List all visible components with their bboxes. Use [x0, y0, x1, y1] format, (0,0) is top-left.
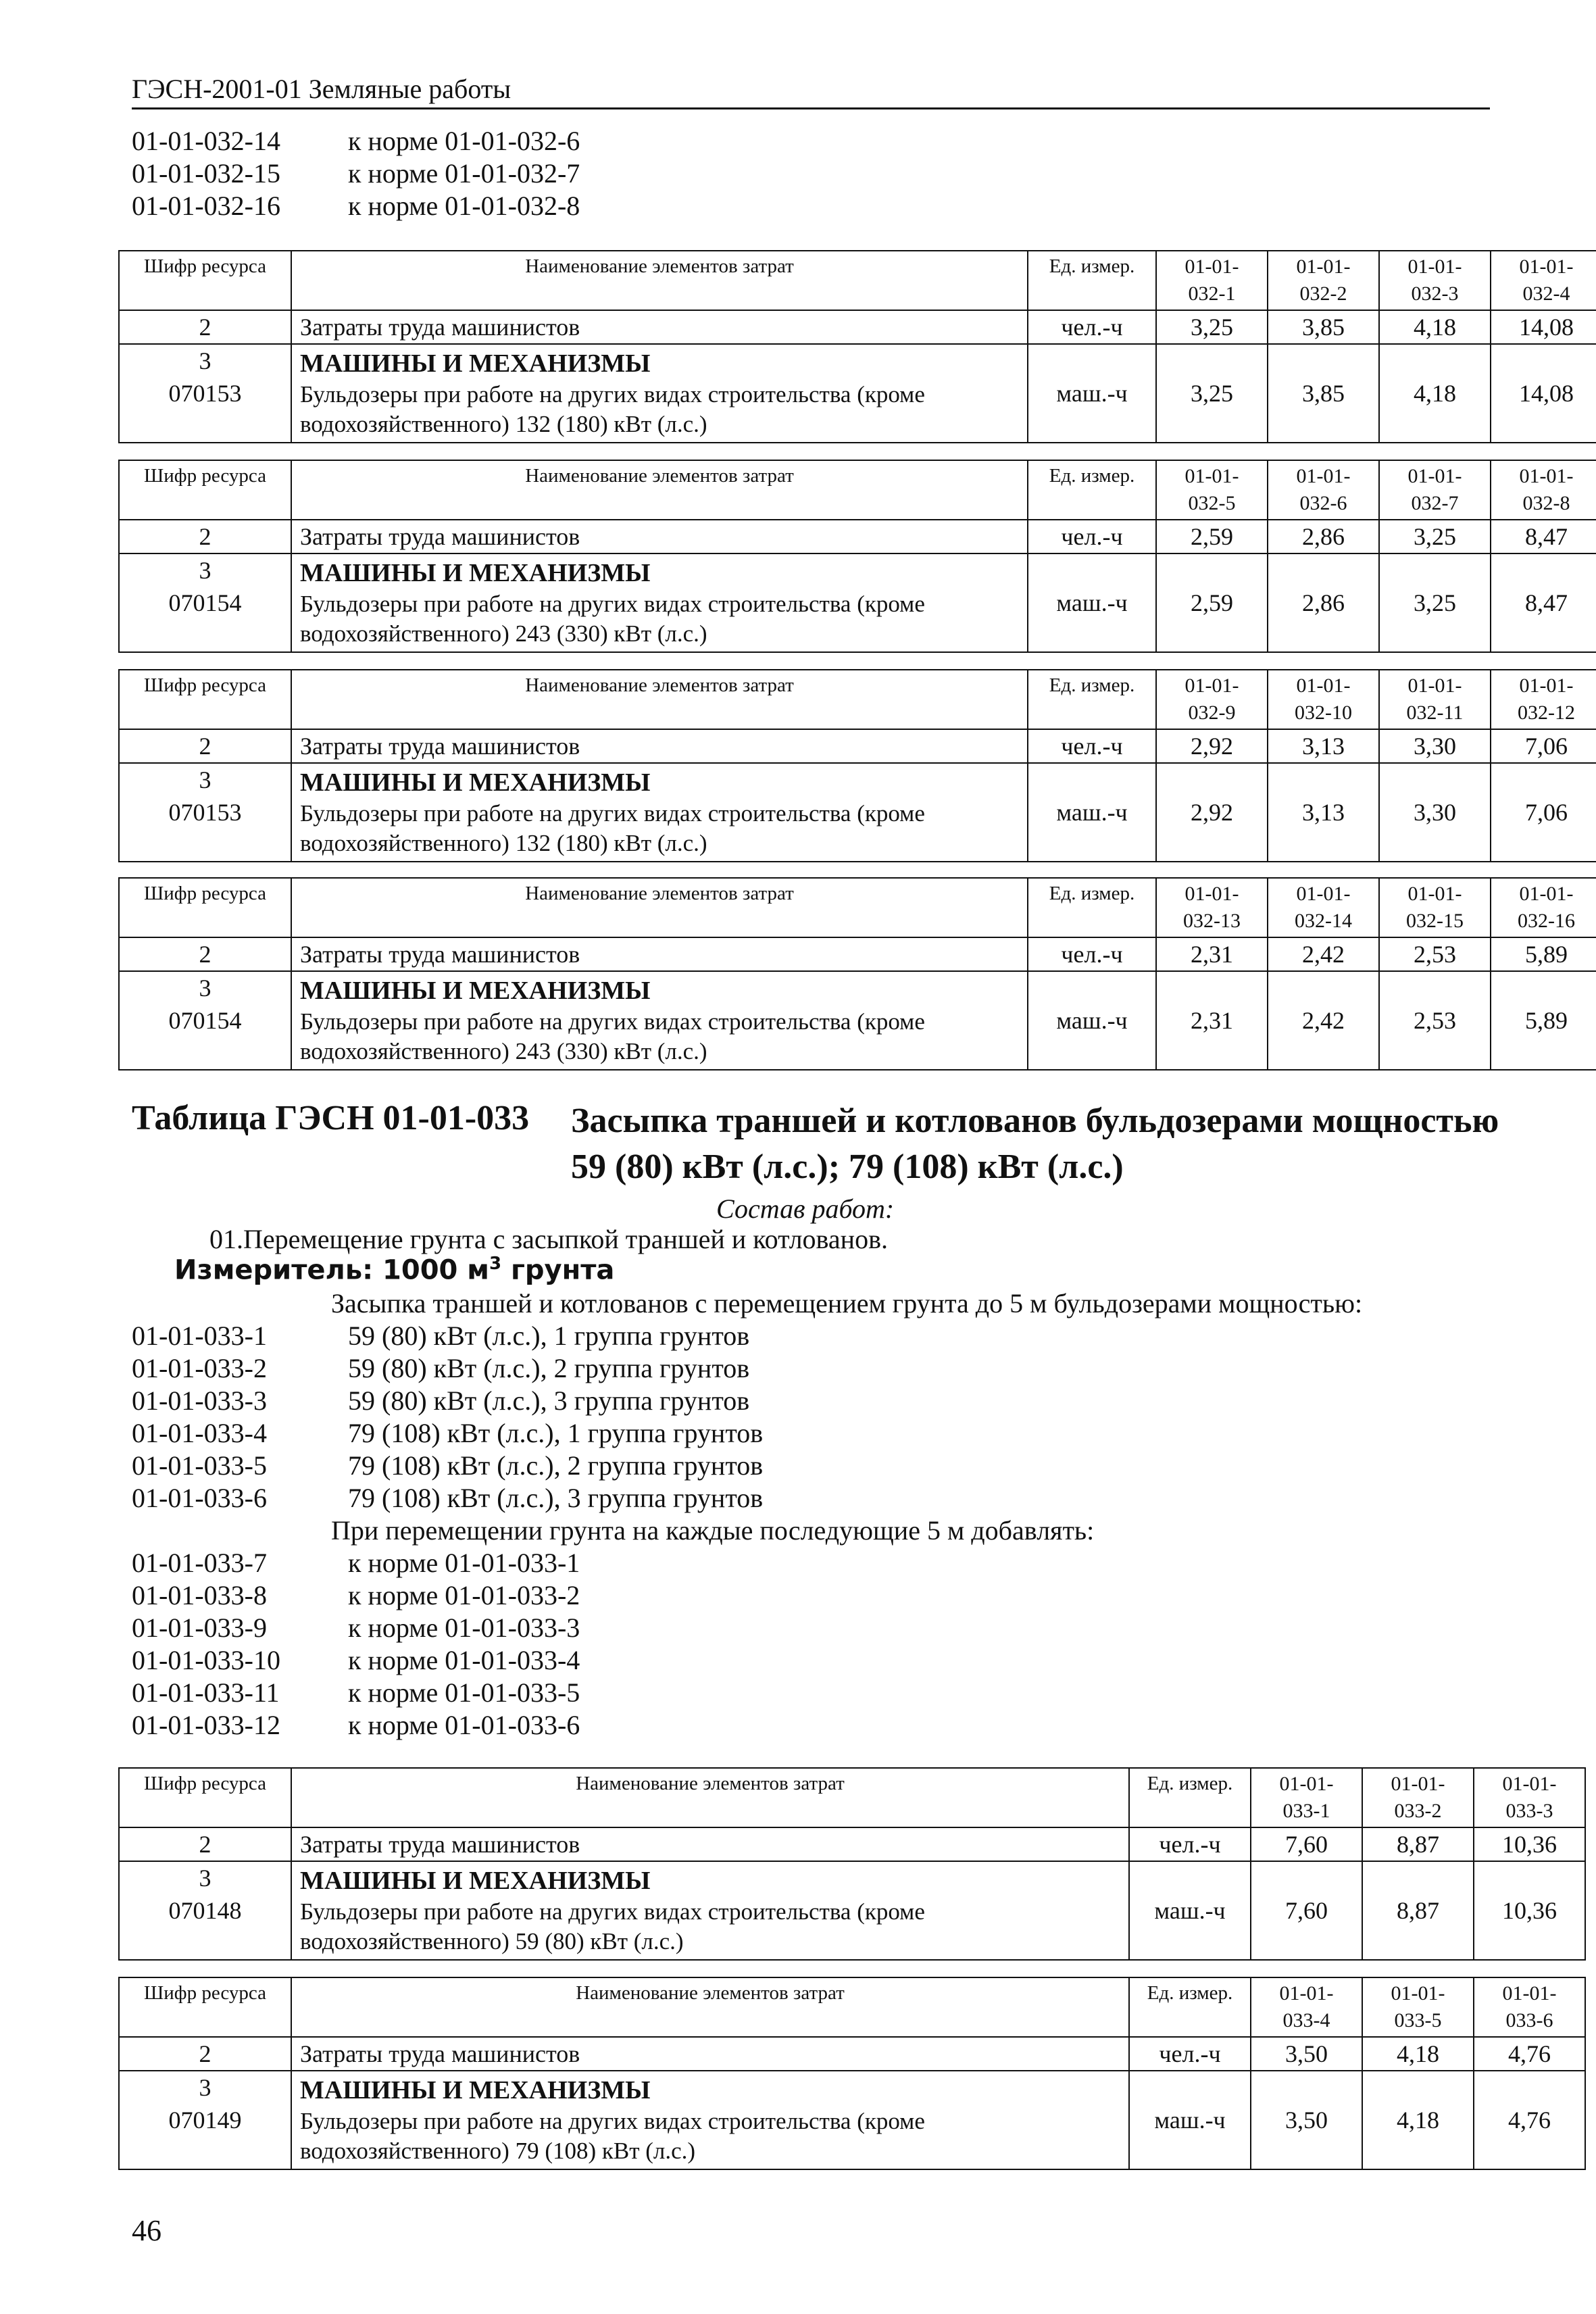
- machine-name: Бульдозеры при работе на других видах строительства (кроме водохозяйственного) 59 (80) кВт (л.с.): [300, 1898, 925, 1954]
- section-title: МАШИНЫ И МЕХАНИЗМЫ: [300, 349, 651, 378]
- cell-unit: маш.-ч: [1028, 344, 1156, 443]
- header-norm-code: 01-01- 032-4: [1491, 251, 1596, 310]
- section-code: 3: [199, 347, 211, 374]
- cell-value: 3,25: [1156, 344, 1268, 443]
- spacer: [128, 410, 282, 442]
- cell-value: 3,25: [1156, 310, 1268, 344]
- table-row: [119, 310, 1596, 344]
- cell-code: 2: [119, 520, 291, 553]
- header-norm-code: 01-01- 033-3: [1474, 1768, 1585, 1827]
- header-norm-code: 01-01- 032-7: [1379, 460, 1491, 520]
- measure-tail: грунта: [501, 1254, 615, 1286]
- norm-code: 01-01-033-8: [132, 1580, 267, 1610]
- cell-name: [291, 1861, 1129, 1960]
- cell-name: Затраты труда машинистов: [291, 937, 1028, 971]
- cell-value: 2,53: [1379, 971, 1491, 1070]
- cell-name: Затраты труда машинистов: [291, 520, 1028, 553]
- machine-code: 070149: [168, 2107, 242, 2134]
- cell-code: [119, 971, 291, 1070]
- norm-code: 01-01-033-10: [132, 1645, 280, 1675]
- header-unit: Ед. измер.: [1028, 460, 1156, 520]
- table-header-row: [119, 1977, 1585, 2037]
- cell-value: 2,42: [1268, 971, 1379, 1070]
- cell-value: 8,87: [1362, 1861, 1474, 1960]
- norm-text: 59 (80) кВт (л.с.), 2 группа грунтов: [348, 1353, 750, 1383]
- section-title: МАШИНЫ И МЕХАНИЗМЫ: [300, 1867, 651, 1895]
- cell-unit: маш.-ч: [1129, 1861, 1251, 1960]
- cell-unit: чел.-ч: [1028, 937, 1156, 971]
- cell-value: 7,06: [1491, 763, 1596, 862]
- cell-name: [291, 971, 1028, 1070]
- cell-value: 2,86: [1268, 553, 1379, 652]
- cell-value: 3,13: [1268, 729, 1379, 763]
- cell-code: [119, 344, 291, 443]
- cell-unit: чел.-ч: [1028, 310, 1156, 344]
- header-code: Шифр ресурса: [119, 878, 291, 937]
- cell-code: 2: [119, 1827, 291, 1861]
- cell-value: 2,59: [1156, 553, 1268, 652]
- cell-value: 10,36: [1474, 1861, 1585, 1960]
- header-norm-code: 01-01- 032-14: [1268, 878, 1379, 937]
- resource-table: [118, 877, 1596, 1070]
- header-norm-code: 01-01- 033-5: [1362, 1977, 1474, 2037]
- header-code: Шифр ресурса: [119, 1768, 291, 1827]
- header-norm-code: 01-01- 032-8: [1491, 460, 1596, 520]
- list-item: [132, 1385, 749, 1417]
- measure-label: Измеритель: 1000 м: [174, 1254, 489, 1286]
- list-item: [132, 1320, 749, 1352]
- machine-name: Бульдозеры при работе на других видах строительства (кроме водохозяйственного) 243 (330) кВт (л.с.): [300, 1008, 925, 1064]
- resource-table: [118, 1977, 1586, 2170]
- cell-value: 7,06: [1491, 729, 1596, 763]
- norm-code: 01-01-033-7: [132, 1548, 267, 1578]
- header-unit: Ед. измер.: [1129, 1768, 1251, 1827]
- cell-value: 2,42: [1268, 937, 1379, 971]
- cell-value: 14,08: [1491, 344, 1596, 443]
- table-row: [119, 553, 1596, 652]
- norm-code: 01-01-032-15: [132, 158, 280, 189]
- norm-code: 01-01-033-9: [132, 1613, 267, 1643]
- page-number: 46: [132, 2214, 161, 2247]
- cell-value: 3,30: [1379, 763, 1491, 862]
- section-title: МАШИНЫ И МЕХАНИЗМЫ: [300, 768, 651, 797]
- header-norm-code: 01-01- 032-16: [1491, 878, 1596, 937]
- cell-name: [291, 553, 1028, 652]
- machine-code: 070153: [168, 380, 242, 407]
- cell-name: Затраты труда машинистов: [291, 2037, 1129, 2071]
- cell-value: 4,18: [1362, 2037, 1474, 2071]
- header-norm-code: 01-01- 032-3: [1379, 251, 1491, 310]
- cell-value: 3,25: [1379, 520, 1491, 553]
- cell-value: 7,60: [1251, 1861, 1362, 1960]
- cell-name: Затраты труда машинистов: [291, 310, 1028, 344]
- cell-value: 2,53: [1379, 937, 1491, 971]
- list-item: [132, 1612, 580, 1644]
- header-norm-code: 01-01- 033-6: [1474, 1977, 1585, 2037]
- section-code: 3: [199, 975, 211, 1002]
- cell-unit: маш.-ч: [1028, 763, 1156, 862]
- cell-unit: чел.-ч: [1028, 729, 1156, 763]
- work-item: 01.Перемещение грунта с засыпкой траншей и котлованов.: [209, 1224, 888, 1254]
- header-norm-code: 01-01- 032-9: [1156, 670, 1268, 729]
- spacer: [128, 619, 282, 651]
- cell-name: [291, 344, 1028, 443]
- cell-unit: маш.-ч: [1129, 2071, 1251, 2169]
- cell-code: 2: [119, 2037, 291, 2071]
- header-norm-code: 01-01- 032-12: [1491, 670, 1596, 729]
- norm-code: 01-01-033-1: [132, 1321, 267, 1351]
- cell-value: 3,50: [1251, 2071, 1362, 2169]
- machine-name: Бульдозеры при работе на других видах строительства (кроме водохозяйственного) 79 (108) кВт (л.с.): [300, 2108, 925, 2164]
- measure-sup: 3: [489, 1254, 502, 1274]
- cell-name: [291, 763, 1028, 862]
- machine-name: Бульдозеры при работе на других видах строительства (кроме водохозяйственного) 132 (180) кВт (л.с.): [300, 381, 925, 437]
- cell-value: 3,50: [1251, 2037, 1362, 2071]
- norm-code: 01-01-033-5: [132, 1450, 267, 1481]
- page-header: ГЭСН-2001-01 Земляные работы: [132, 73, 1490, 109]
- cell-value: 4,76: [1474, 2071, 1585, 2169]
- table-row: [119, 520, 1596, 553]
- cell-value: 3,25: [1379, 553, 1491, 652]
- header-code: Шифр ресурса: [119, 251, 291, 310]
- table-row: [119, 937, 1596, 971]
- section-code: 3: [199, 1865, 211, 1892]
- cell-value: 2,31: [1156, 971, 1268, 1070]
- cell-value: 3,85: [1268, 310, 1379, 344]
- cell-code: [119, 1861, 291, 1960]
- header-unit: Ед. измер.: [1028, 878, 1156, 937]
- cell-value: 2,92: [1156, 763, 1268, 862]
- section-title: МАШИНЫ И МЕХАНИЗМЫ: [300, 2076, 651, 2104]
- cell-code: [119, 553, 291, 652]
- norm-code: 01-01-032-14: [132, 126, 280, 156]
- cell-value: 8,87: [1362, 1827, 1474, 1861]
- table-title-text: Засыпка траншей и котлованов бульдозерами мощностью 59 (80) кВт (л.с.); 79 (108) кВт (л.с.): [571, 1102, 1499, 1186]
- header-norm-code: 01-01- 033-2: [1362, 1768, 1474, 1827]
- spacer: [128, 2136, 282, 2169]
- cell-value: 8,47: [1491, 520, 1596, 553]
- cell-code: 2: [119, 729, 291, 763]
- table-row: [119, 1861, 1585, 1960]
- header-name: Наименование элементов затрат: [291, 878, 1028, 937]
- cell-value: 4,18: [1362, 2071, 1474, 2169]
- cell-unit: чел.-ч: [1129, 2037, 1251, 2071]
- cell-value: 10,36: [1474, 1827, 1585, 1861]
- resource-table: [118, 250, 1596, 443]
- table-header-row: [119, 251, 1596, 310]
- list-item: [132, 190, 580, 222]
- section-title: МАШИНЫ И МЕХАНИЗМЫ: [300, 559, 651, 587]
- measure-unit: [174, 1254, 614, 1285]
- section-code: 3: [199, 766, 211, 793]
- header-norm-code: 01-01- 032-5: [1156, 460, 1268, 520]
- cell-unit: маш.-ч: [1028, 971, 1156, 1070]
- table-row: [119, 344, 1596, 443]
- list-item: [132, 1482, 763, 1514]
- header-norm-code: 01-01- 032-11: [1379, 670, 1491, 729]
- header-norm-code: 01-01- 032-6: [1268, 460, 1379, 520]
- cell-value: 4,18: [1379, 344, 1491, 443]
- norm-text: 79 (108) кВт (л.с.), 2 группа грунтов: [348, 1450, 764, 1481]
- table-header-row: [119, 460, 1596, 520]
- machine-code: 070154: [168, 1007, 242, 1034]
- norm-text: к норме 01-01-033-5: [348, 1677, 580, 1708]
- spacer: [128, 1037, 282, 1069]
- norm-code: 01-01-033-3: [132, 1385, 267, 1416]
- header-name: Наименование элементов затрат: [291, 251, 1028, 310]
- norm-code: 01-01-033-11: [132, 1677, 280, 1708]
- resource-table: [118, 1767, 1586, 1961]
- table-row: [119, 971, 1596, 1070]
- table-title-label: Таблица ГЭСН 01-01-033: [132, 1099, 530, 1137]
- cell-value: 7,60: [1251, 1827, 1362, 1861]
- header-code: Шифр ресурса: [119, 460, 291, 520]
- intro-text: При перемещении грунта на каждые последующие 5 м добавлять:: [331, 1515, 1095, 1546]
- list-item: [132, 157, 580, 189]
- table-header-row: [119, 670, 1596, 729]
- norm-text: к норме 01-01-033-3: [348, 1613, 580, 1643]
- list-item: [132, 1547, 580, 1579]
- norm-text: 79 (108) кВт (л.с.), 1 группа грунтов: [348, 1418, 764, 1448]
- header-unit: Ед. измер.: [1028, 251, 1156, 310]
- norm-text: 59 (80) кВт (л.с.), 3 группа грунтов: [348, 1385, 750, 1416]
- header-norm-code: 01-01- 032-1: [1156, 251, 1268, 310]
- cell-value: 2,59: [1156, 520, 1268, 553]
- list-item: [132, 1644, 580, 1676]
- header-norm-code: 01-01- 032-13: [1156, 878, 1268, 937]
- cell-name: [291, 2071, 1129, 2169]
- header-unit: Ед. измер.: [1028, 670, 1156, 729]
- list-item: [132, 1450, 763, 1481]
- norm-code: 01-01-033-2: [132, 1353, 267, 1383]
- machine-code: 070154: [168, 589, 242, 616]
- cell-value: 5,89: [1491, 971, 1596, 1070]
- cell-value: 2,31: [1156, 937, 1268, 971]
- list-item: [132, 1417, 763, 1449]
- resource-table: [118, 460, 1596, 653]
- norm-text: к норме 01-01-033-4: [348, 1645, 580, 1675]
- cell-code: [119, 763, 291, 862]
- section-code: 3: [199, 557, 211, 584]
- section-title: МАШИНЫ И МЕХАНИЗМЫ: [300, 977, 651, 1005]
- table-row: [119, 1827, 1585, 1861]
- norm-text: к норме 01-01-033-1: [348, 1548, 580, 1578]
- header-name: Наименование элементов затрат: [291, 460, 1028, 520]
- cell-value: 3,30: [1379, 729, 1491, 763]
- cell-value: 2,92: [1156, 729, 1268, 763]
- norm-code: 01-01-033-4: [132, 1418, 267, 1448]
- norm-text: 59 (80) кВт (л.с.), 1 группа грунтов: [348, 1321, 750, 1351]
- norm-text: к норме 01-01-032-7: [348, 158, 580, 189]
- work-composition-label: Состав работ:: [716, 1193, 895, 1224]
- cell-unit: чел.-ч: [1028, 520, 1156, 553]
- table-header-row: [119, 878, 1596, 937]
- norm-text: 79 (108) кВт (л.с.), 3 группа грунтов: [348, 1483, 764, 1513]
- list-item: [132, 1677, 580, 1708]
- cell-value: 14,08: [1491, 310, 1596, 344]
- intro-text: Засыпка траншей и котлованов с перемещением грунта до 5 м бульдозерами мощностью:: [331, 1288, 1363, 1319]
- norm-text: к норме 01-01-032-6: [348, 126, 580, 156]
- header-norm-code: 01-01- 032-15: [1379, 878, 1491, 937]
- table-header-row: [119, 1768, 1585, 1827]
- norm-text: к норме 01-01-033-2: [348, 1580, 580, 1610]
- cell-code: [119, 2071, 291, 2169]
- machine-name: Бульдозеры при работе на других видах строительства (кроме водохозяйственного) 132 (180) кВт (л.с.): [300, 800, 925, 856]
- header-name: Наименование элементов затрат: [291, 1768, 1129, 1827]
- cell-value: 3,85: [1268, 344, 1379, 443]
- list-item: [132, 1352, 749, 1384]
- spacer: [128, 1927, 282, 1959]
- list-item: [132, 1579, 580, 1611]
- machine-code: 070153: [168, 799, 242, 826]
- section-code: 3: [199, 2074, 211, 2101]
- header-norm-code: 01-01- 032-10: [1268, 670, 1379, 729]
- cell-code: 2: [119, 310, 291, 344]
- header-unit: Ед. измер.: [1129, 1977, 1251, 2037]
- list-item: [132, 1709, 580, 1741]
- norm-text: к норме 01-01-032-8: [348, 191, 580, 221]
- cell-name: Затраты труда машинистов: [291, 1827, 1129, 1861]
- cell-unit: маш.-ч: [1028, 553, 1156, 652]
- cell-value: 5,89: [1491, 937, 1596, 971]
- table-row: [119, 763, 1596, 862]
- cell-unit: чел.-ч: [1129, 1827, 1251, 1861]
- cell-value: 3,13: [1268, 763, 1379, 862]
- list-item: [132, 125, 580, 157]
- norm-code: 01-01-033-6: [132, 1483, 267, 1513]
- header-name: Наименование элементов затрат: [291, 670, 1028, 729]
- header-code: Шифр ресурса: [119, 670, 291, 729]
- header-name: Наименование элементов затрат: [291, 1977, 1129, 2037]
- spacer: [128, 829, 282, 861]
- machine-name: Бульдозеры при работе на других видах строительства (кроме водохозяйственного) 243 (330) кВт (л.с.): [300, 591, 925, 647]
- header-norm-code: 01-01- 032-2: [1268, 251, 1379, 310]
- cell-value: 8,47: [1491, 553, 1596, 652]
- resource-table: [118, 669, 1596, 862]
- norm-text: к норме 01-01-033-6: [348, 1710, 580, 1740]
- header-code: Шифр ресурса: [119, 1977, 291, 2037]
- table-row: [119, 729, 1596, 763]
- table-row: [119, 2071, 1585, 2169]
- norm-code: 01-01-032-16: [132, 191, 280, 221]
- cell-value: 4,76: [1474, 2037, 1585, 2071]
- norm-code: 01-01-033-12: [132, 1710, 280, 1740]
- header-norm-code: 01-01- 033-1: [1251, 1768, 1362, 1827]
- machine-code: 070148: [168, 1897, 242, 1924]
- cell-name: Затраты труда машинистов: [291, 729, 1028, 763]
- cell-value: 4,18: [1379, 310, 1491, 344]
- cell-value: 2,86: [1268, 520, 1379, 553]
- cell-code: 2: [119, 937, 291, 971]
- table-row: [119, 2037, 1585, 2071]
- header-norm-code: 01-01- 033-4: [1251, 1977, 1362, 2037]
